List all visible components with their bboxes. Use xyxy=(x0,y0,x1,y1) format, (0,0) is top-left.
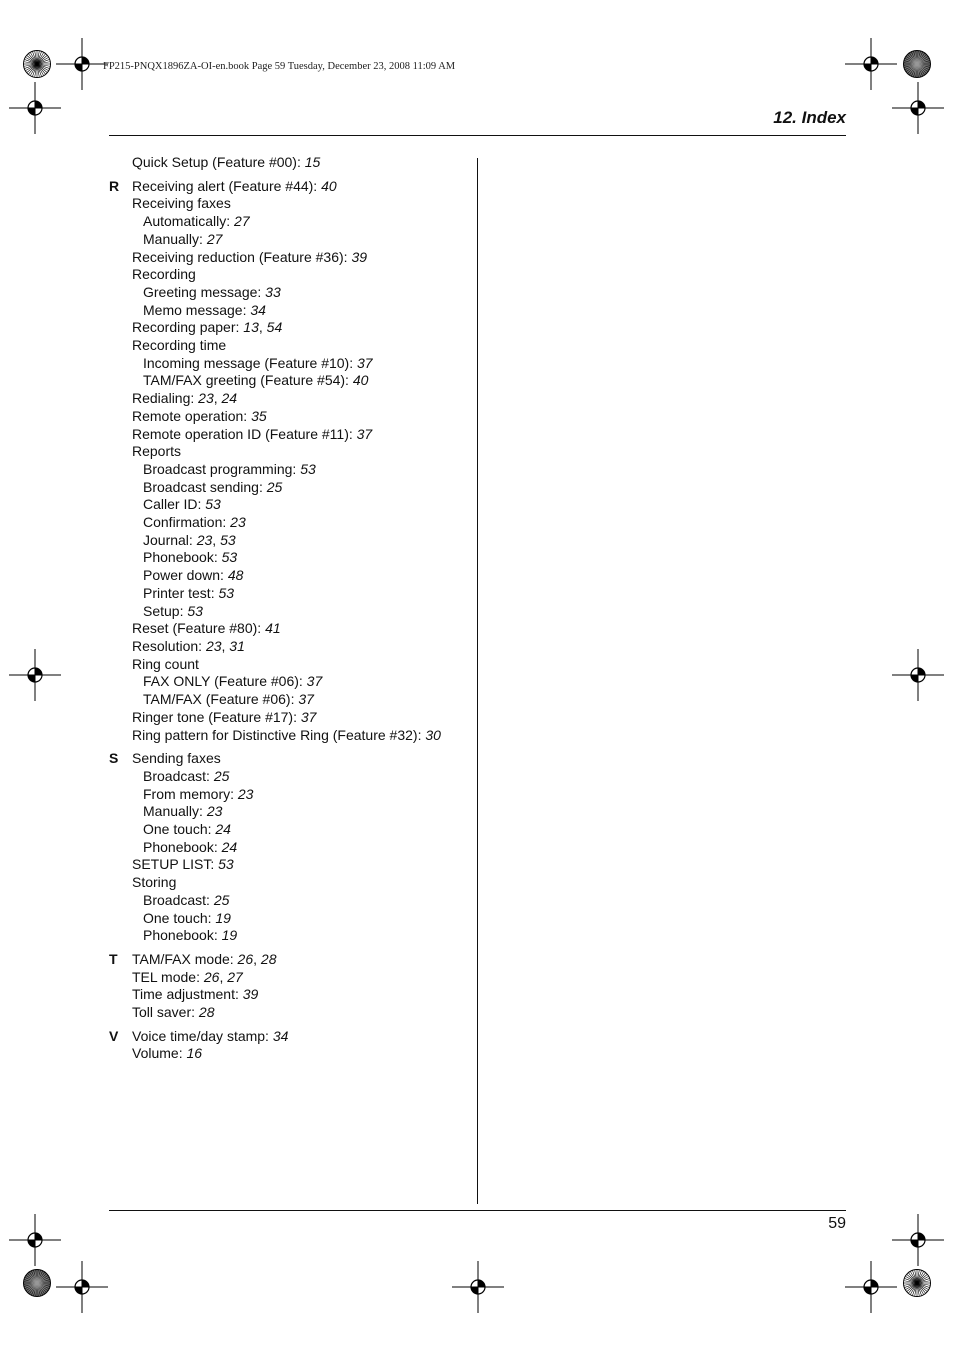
entry-text: Ringer tone (Feature #17): xyxy=(132,708,301,725)
index-subentry xyxy=(132,302,471,320)
registration-mark xyxy=(845,1261,897,1313)
entry-text: Manually: xyxy=(143,230,207,247)
registration-mark xyxy=(56,38,108,90)
index-subentry xyxy=(132,786,471,804)
index-entry xyxy=(132,154,471,172)
index-entry xyxy=(132,1004,471,1022)
index-column xyxy=(109,154,471,1069)
page-reference: 23 xyxy=(198,390,214,407)
registration-mark xyxy=(452,1261,504,1313)
index-subentry xyxy=(132,514,471,532)
index-group xyxy=(109,750,471,945)
entry-text: Toll saver: xyxy=(132,1004,199,1021)
entry-text: Volume: xyxy=(132,1045,187,1062)
header-rule xyxy=(109,135,846,136)
page-reference: 25 xyxy=(266,478,283,495)
index-subentry xyxy=(132,839,471,857)
entry-text: Recording paper: xyxy=(132,319,244,336)
index-entry xyxy=(132,266,471,284)
crosshair-mark xyxy=(9,649,61,701)
color-wheel-mark xyxy=(903,1269,931,1297)
index-entry: Recording paper: 13, 54 xyxy=(132,319,283,336)
index-entry xyxy=(132,874,471,892)
page-reference: 37 xyxy=(300,708,317,725)
page-reference: 33 xyxy=(265,283,281,300)
color-wheel-mark xyxy=(23,1269,51,1297)
index-subentry xyxy=(132,803,471,821)
page-reference: 23 xyxy=(206,803,223,820)
page-reference: 53 xyxy=(220,531,236,548)
index-entry xyxy=(132,750,471,768)
index-letter: T xyxy=(109,950,118,967)
page-reference: 28 xyxy=(260,950,277,967)
entry-text: Broadcast sending: xyxy=(143,478,267,495)
entry-text: Incoming message (Feature #10): xyxy=(143,354,357,371)
page-reference: 37 xyxy=(356,425,373,442)
crosshair-mark xyxy=(845,1261,897,1313)
index-letter: R xyxy=(109,177,120,194)
page-reference: 27 xyxy=(206,230,223,247)
index-entry xyxy=(132,178,471,196)
entry-text: Greeting message: xyxy=(143,283,266,300)
crosshair-mark xyxy=(56,38,108,90)
entry-text: Recording xyxy=(132,266,196,283)
entry-text: Receiving faxes xyxy=(132,195,231,212)
index-entry xyxy=(132,337,471,355)
page-reference: 24 xyxy=(221,390,238,407)
page-reference: 23 xyxy=(230,514,246,531)
index-entry xyxy=(132,426,471,444)
index-letter: S xyxy=(109,750,119,767)
entry-text: Remote operation ID (Feature #11): xyxy=(132,425,357,442)
index-entry xyxy=(132,249,471,267)
index-group xyxy=(109,951,471,1022)
crosshair-mark xyxy=(9,1214,61,1266)
crosshair-mark xyxy=(9,82,61,134)
index-subentry xyxy=(132,496,471,514)
crosshair-mark xyxy=(845,38,897,90)
index-subentry xyxy=(132,372,471,390)
entry-text: Memo message: xyxy=(143,301,251,318)
index-entry: TEL mode: 26, 27 xyxy=(132,968,243,985)
page-reference: 37 xyxy=(357,354,373,371)
crosshair-mark xyxy=(892,649,944,701)
page-reference: 19 xyxy=(221,927,238,944)
page-reference: 25 xyxy=(213,891,230,908)
index-entry xyxy=(132,986,471,1004)
entry-text: Power down: xyxy=(143,567,228,584)
page-reference: 24 xyxy=(215,821,231,838)
page-reference: 23 xyxy=(205,637,222,654)
index-subentry: Journal: 23, 53 xyxy=(143,531,236,548)
entry-text: Receiving reduction (Feature #36): xyxy=(132,248,352,265)
color-wheel-mark xyxy=(23,50,51,78)
page-reference: 39 xyxy=(351,248,368,265)
registration-mark xyxy=(903,50,931,78)
index-entry xyxy=(132,709,471,727)
print-job-line: FP215-PNQX1896ZA-OI-en.book Page 59 Tuesday, December 23, 2008 11:09 AM xyxy=(103,61,456,72)
entry-text: TAM/FAX mode: xyxy=(132,950,238,967)
entry-text: Broadcast programming: xyxy=(143,460,301,477)
entry-text: Phonebook: xyxy=(143,549,222,566)
page-reference: 53 xyxy=(187,602,203,619)
page-reference: 13 xyxy=(243,319,259,336)
entry-text: Resolution: xyxy=(132,637,206,654)
entry-text: From memory: xyxy=(143,785,238,802)
entry-text: TEL mode: xyxy=(132,968,204,985)
entry-text: Reports xyxy=(132,443,182,460)
registration-mark xyxy=(56,1261,108,1313)
index-entry: Redialing: 23, 24 xyxy=(132,390,238,407)
color-wheel-mark xyxy=(903,50,931,78)
page-reference: 15 xyxy=(304,154,321,170)
index-subentry xyxy=(132,910,471,928)
index-subentry xyxy=(132,927,471,945)
entry-text: Receiving alert (Feature #44): xyxy=(132,177,322,194)
index-entry xyxy=(132,195,471,213)
entry-text: Manually: xyxy=(143,803,207,820)
page-reference: 26 xyxy=(237,950,254,967)
page-reference: 37 xyxy=(306,673,323,690)
index-group xyxy=(109,154,471,172)
page-reference: 27 xyxy=(234,213,250,230)
entry-text: TAM/FAX (Feature #06): xyxy=(143,691,299,708)
entry-text: SETUP LIST: xyxy=(132,856,219,873)
registration-mark xyxy=(9,1214,61,1266)
page-reference: 16 xyxy=(186,1045,203,1062)
index-subentry xyxy=(132,821,471,839)
page-reference: 40 xyxy=(352,372,369,389)
index-subentry xyxy=(132,549,471,567)
page-reference: 40 xyxy=(321,177,337,194)
registration-mark xyxy=(892,82,944,134)
index-entry xyxy=(132,1028,471,1046)
entry-text: Storing xyxy=(132,874,177,891)
index-entry xyxy=(132,856,471,874)
page-reference: 19 xyxy=(215,909,231,926)
entry-text: Broadcast: xyxy=(143,767,214,784)
entry-text: Quick Setup (Feature #00): xyxy=(132,154,305,170)
index-entry: Resolution: 23, 31 xyxy=(132,637,245,654)
index-group xyxy=(109,1028,471,1063)
index-subentry xyxy=(132,231,471,249)
registration-mark xyxy=(23,50,51,78)
footer-rule xyxy=(109,1210,846,1211)
index-subentry xyxy=(132,567,471,585)
page-reference: 53 xyxy=(205,496,221,513)
registration-mark xyxy=(892,649,944,701)
index-group xyxy=(109,178,471,745)
entry-text: FAX ONLY (Feature #06): xyxy=(143,673,307,690)
entry-text: TAM/FAX greeting (Feature #54): xyxy=(143,372,353,389)
registration-mark xyxy=(892,1214,944,1266)
column-divider xyxy=(477,158,478,1204)
page-reference: 28 xyxy=(198,1004,215,1021)
index-entry xyxy=(132,656,471,674)
page-reference: 23 xyxy=(237,785,254,802)
entry-text: Automatically: xyxy=(143,213,235,230)
page-number: 59 xyxy=(828,1215,846,1232)
section-title: 12. Index xyxy=(773,108,846,127)
entry-text: Reset (Feature #80): xyxy=(132,620,266,637)
index-subentry xyxy=(132,603,471,621)
registration-mark xyxy=(9,649,61,701)
entry-text: Ring pattern for Distinctive Ring (Feature #32): xyxy=(132,726,426,743)
registration-mark xyxy=(903,1269,931,1297)
index-subentry xyxy=(132,673,471,691)
entry-text: Caller ID: xyxy=(143,496,206,513)
page-reference: 48 xyxy=(227,567,244,584)
page-reference: 39 xyxy=(242,986,259,1003)
page-reference: 31 xyxy=(229,637,245,654)
entry-text: Time adjustment: xyxy=(132,986,243,1003)
entry-text: Voice time/day stamp: xyxy=(132,1027,273,1044)
crosshair-mark xyxy=(892,1214,944,1266)
crosshair-mark xyxy=(452,1261,504,1313)
entry-text: Phonebook: xyxy=(143,838,222,855)
index-letter: V xyxy=(109,1027,119,1044)
entry-text: Setup: xyxy=(143,602,188,619)
page-reference: 34 xyxy=(250,301,266,318)
entry-text: Remote operation: xyxy=(132,407,252,424)
crosshair-mark xyxy=(892,82,944,134)
entry-text: Redialing: xyxy=(132,390,199,407)
index-entry xyxy=(132,408,471,426)
index-entry xyxy=(132,727,471,745)
index-subentry xyxy=(132,691,471,709)
page-reference: 35 xyxy=(251,407,267,424)
registration-mark xyxy=(9,82,61,134)
entry-text: Confirmation: xyxy=(143,514,231,531)
page-reference: 34 xyxy=(272,1027,289,1044)
page-reference: 37 xyxy=(298,691,314,708)
index-subentry xyxy=(132,213,471,231)
index-subentry xyxy=(132,585,471,603)
page-reference: 53 xyxy=(221,549,238,566)
registration-mark xyxy=(23,1269,51,1297)
entry-text: One touch: xyxy=(143,821,216,838)
page-reference: 23 xyxy=(196,531,213,548)
entry-text: Phonebook: xyxy=(143,927,222,944)
entry-text: Sending faxes xyxy=(132,750,221,767)
page-reference: 53 xyxy=(218,856,234,873)
entry-text: One touch: xyxy=(143,909,216,926)
page-reference: 54 xyxy=(266,319,283,336)
entry-text: Printer test: xyxy=(143,584,219,601)
entry-text: Recording time xyxy=(132,337,227,354)
page-reference: 41 xyxy=(265,620,281,637)
index-entry xyxy=(132,443,471,461)
page-reference: 27 xyxy=(227,968,243,985)
page-reference: 24 xyxy=(221,838,238,855)
index-subentry xyxy=(132,461,471,479)
page-reference: 53 xyxy=(300,460,316,477)
index-subentry xyxy=(132,355,471,373)
index-subentry xyxy=(132,479,471,497)
page-reference: 25 xyxy=(213,767,230,784)
index-entry xyxy=(132,620,471,638)
registration-mark xyxy=(845,38,897,90)
index-entry xyxy=(132,1045,471,1063)
entry-text: Broadcast: xyxy=(143,891,214,908)
index-subentry xyxy=(132,892,471,910)
index-subentry xyxy=(132,284,471,302)
entry-text: Ring count xyxy=(132,655,199,672)
crosshair-mark xyxy=(56,1261,108,1313)
page-reference: 30 xyxy=(425,726,441,743)
page-reference: 26 xyxy=(203,968,220,985)
page-reference: 53 xyxy=(218,584,235,601)
index-entry: TAM/FAX mode: 26, 28 xyxy=(132,950,277,967)
entry-text: Journal: xyxy=(143,531,197,548)
index-subentry xyxy=(132,768,471,786)
